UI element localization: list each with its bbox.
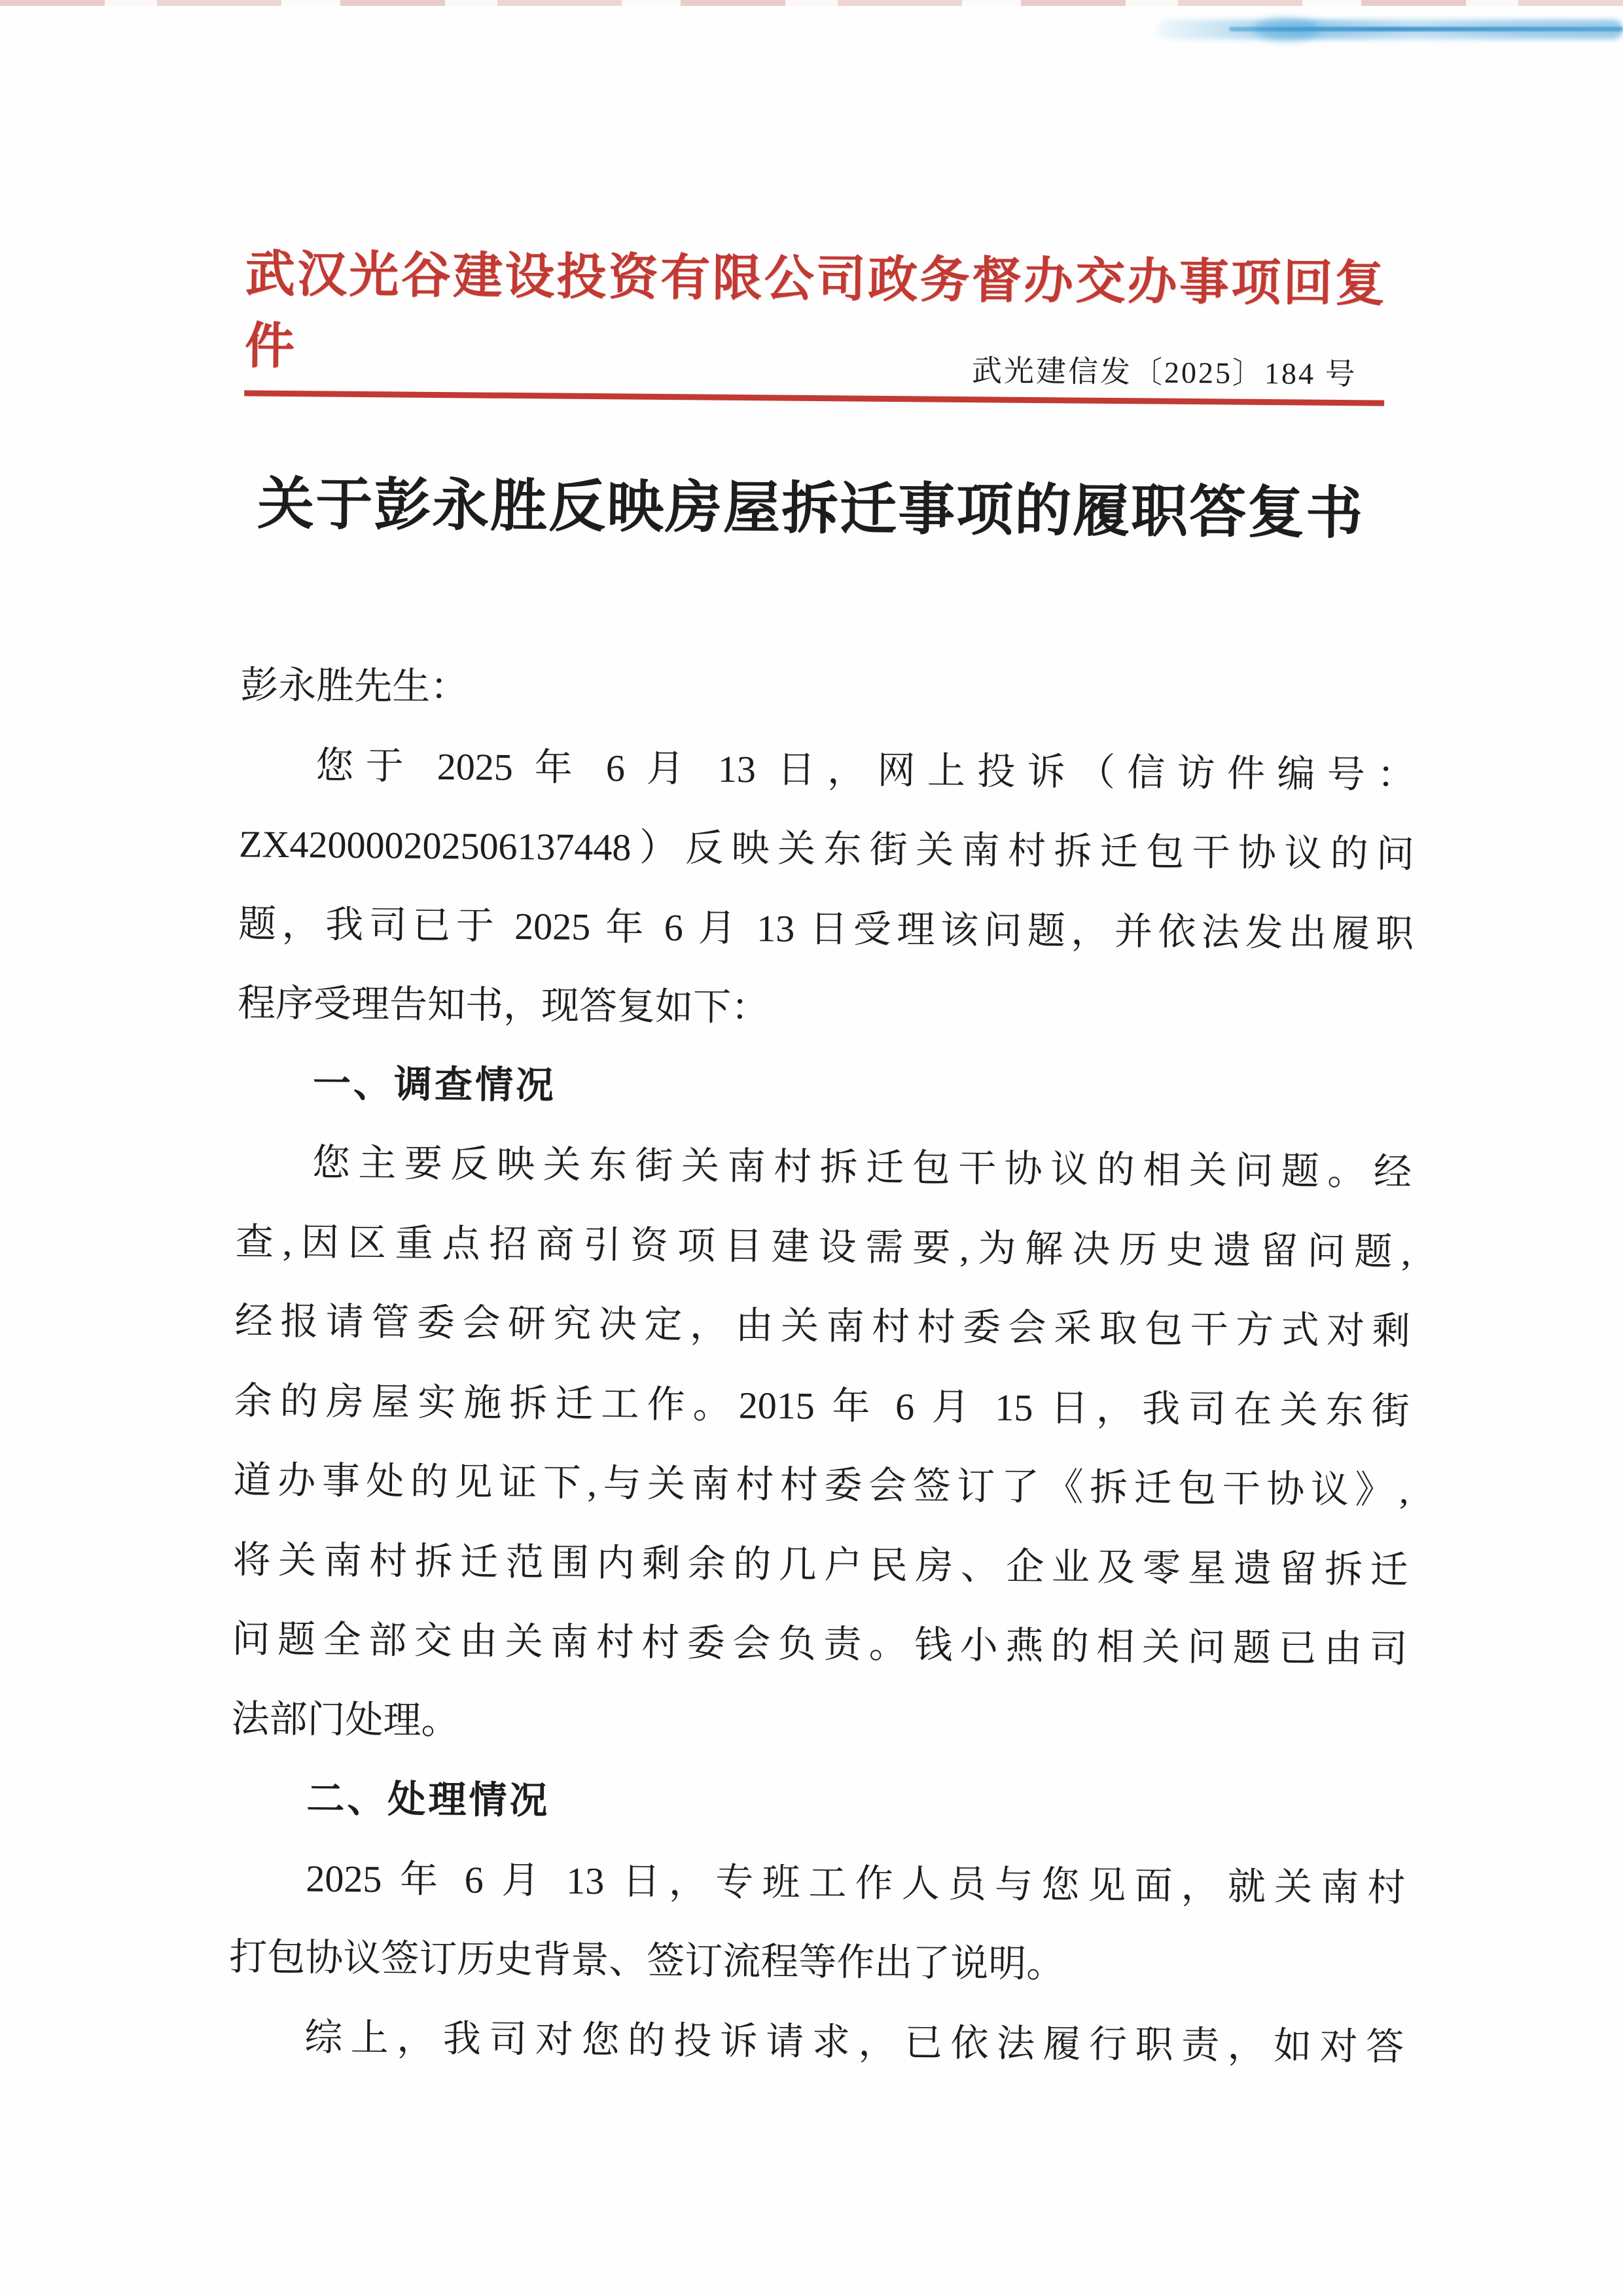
body-line: 道办事处的见证下,与关南村村委会签订了《拆迁包干协议》, (233, 1458, 1409, 1512)
body-line: 2025 年 6 月 13 日，专班工作人员与您见面，就关南村 (306, 1856, 1406, 1909)
body-line: 经报请管委会研究决定，由关南村村委会采取包干方式对剩 (234, 1299, 1411, 1353)
body-line: 您于 2025 年 6 月 13 日，网上投诉（信访件编号： (315, 743, 1416, 796)
body-line: ZX420000202506137448）反映关东街关南村拆迁包干协议的问 (238, 822, 1415, 876)
body-line: 余的房屋实施拆迁工作。2015 年 6 月 15 日，我司在关东街 (234, 1379, 1410, 1432)
body-line: 综上，我司对您的投诉请求，已依法履行职责，如对答 (304, 2015, 1404, 2068)
red-letterhead-title: 武汉光谷建设投资有限公司政务督办交办事项回复件 (244, 238, 1385, 406)
body-line: 程序受理告知书，现答复如下： (237, 981, 770, 1029)
body-line: 问题全部交由关南村村委会负责。钱小燕的相关问题已由司 (232, 1617, 1408, 1670)
document-number: 武光建信发〔2025〕184 号 (971, 354, 1357, 391)
body-line: 将关南村拆迁范围内剩余的几户民房、企业及零星遗留拆迁 (232, 1538, 1408, 1591)
body-line: 打包协议签订历史背景、签订流程等作出了说明。 (229, 1935, 1065, 1986)
body-line: 您主要反映关东街关南村拆迁包干协议的相关问题。经 (312, 1141, 1412, 1194)
body-line: 法部门处理。 (231, 1697, 459, 1742)
section-heading: 一、调查情况 (312, 1061, 557, 1107)
body-line: 题，我司已于 2025 年 6 月 13 日受理该问题，并依法发出履职 (238, 902, 1414, 955)
body (228, 645, 1416, 2087)
body-line: 彭永胜先生： (240, 663, 469, 709)
body-line: 查,因区重点招商引资项目建设需要,为解决历史遗留问题, (235, 1220, 1412, 1273)
section-heading: 二、处理情况 (306, 1777, 550, 1822)
document-title: 关于彭永胜反映房屋拆迁事项的履职答复书 (257, 472, 1364, 546)
